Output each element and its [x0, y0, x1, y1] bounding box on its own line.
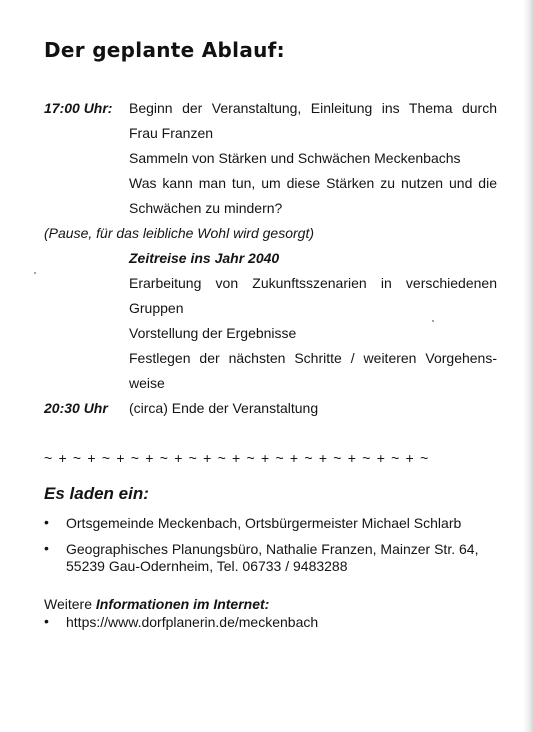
start-line-2: Frau Franzen: [129, 125, 214, 141]
item-question-line-1: Was kann man tun, um diese Stärken zu nutzen und die: [129, 175, 497, 191]
page-title: Der geplante Ablauf:: [44, 38, 285, 62]
results-item: Vorstellung der Ergebnisse: [129, 325, 297, 341]
bullet-icon: •: [44, 514, 49, 530]
item-strengths: Sammeln von Stärken und Schwächen Meckenbachs: [129, 150, 461, 166]
pause-note: (Pause, für das leibliche Wohl wird gesorgt): [44, 225, 315, 241]
more-info-prefix: Weitere: [44, 596, 96, 612]
item-question-line-2: Schwächen zu mindern?: [129, 200, 283, 216]
more-info-line: [44, 596, 269, 612]
invite-item-2-line-2: 55239 Gau-Odernheim, Tel. 06733 / 9483288: [66, 558, 348, 574]
paper-edge-shadow: [523, 0, 533, 732]
zeitreise-heading: Zeitreise ins Jahr 2040: [129, 250, 280, 266]
start-time: 17:00 Uhr:: [44, 100, 113, 116]
end-text: (circa) Ende der Veranstaltung: [129, 400, 319, 416]
decorative-divider: ~ + ~ + ~ + ~ + ~ + ~ + ~ + ~ + ~ + ~ + ~ + ~ + ~ + ~: [44, 450, 430, 466]
more-info-emphasis: Informationen im Internet:: [95, 596, 270, 612]
start-line-1: Beginn der Veranstaltung, Einleitung ins Thema durch: [129, 100, 497, 116]
scenarios-line-2: Gruppen: [129, 300, 184, 316]
scan-speck: [432, 320, 434, 322]
invite-heading: Es laden ein:: [44, 484, 149, 503]
invite-item-1: Ortsgemeinde Meckenbach, Ortsbürgermeister Michael Schlarb: [66, 515, 462, 531]
end-time: 20:30 Uhr: [44, 400, 108, 416]
invite-item-2-line-1: Geographisches Planungsbüro, Nathalie Franzen, Mainzer Str. 64,: [66, 541, 479, 557]
scan-speck: [34, 272, 36, 274]
website-url[interactable]: https://www.dorfplanerin.de/meckenbach: [66, 614, 319, 630]
next-steps-line-2: weise: [129, 375, 165, 391]
bullet-icon: •: [44, 613, 49, 629]
bullet-icon: •: [44, 540, 49, 556]
scenarios-line-1: Erarbeitung von Zukunftsszenarien in verschiedenen: [129, 275, 497, 291]
next-steps-line-1: Festlegen der nächsten Schritte / weiteren Vorgehens-: [129, 350, 497, 366]
